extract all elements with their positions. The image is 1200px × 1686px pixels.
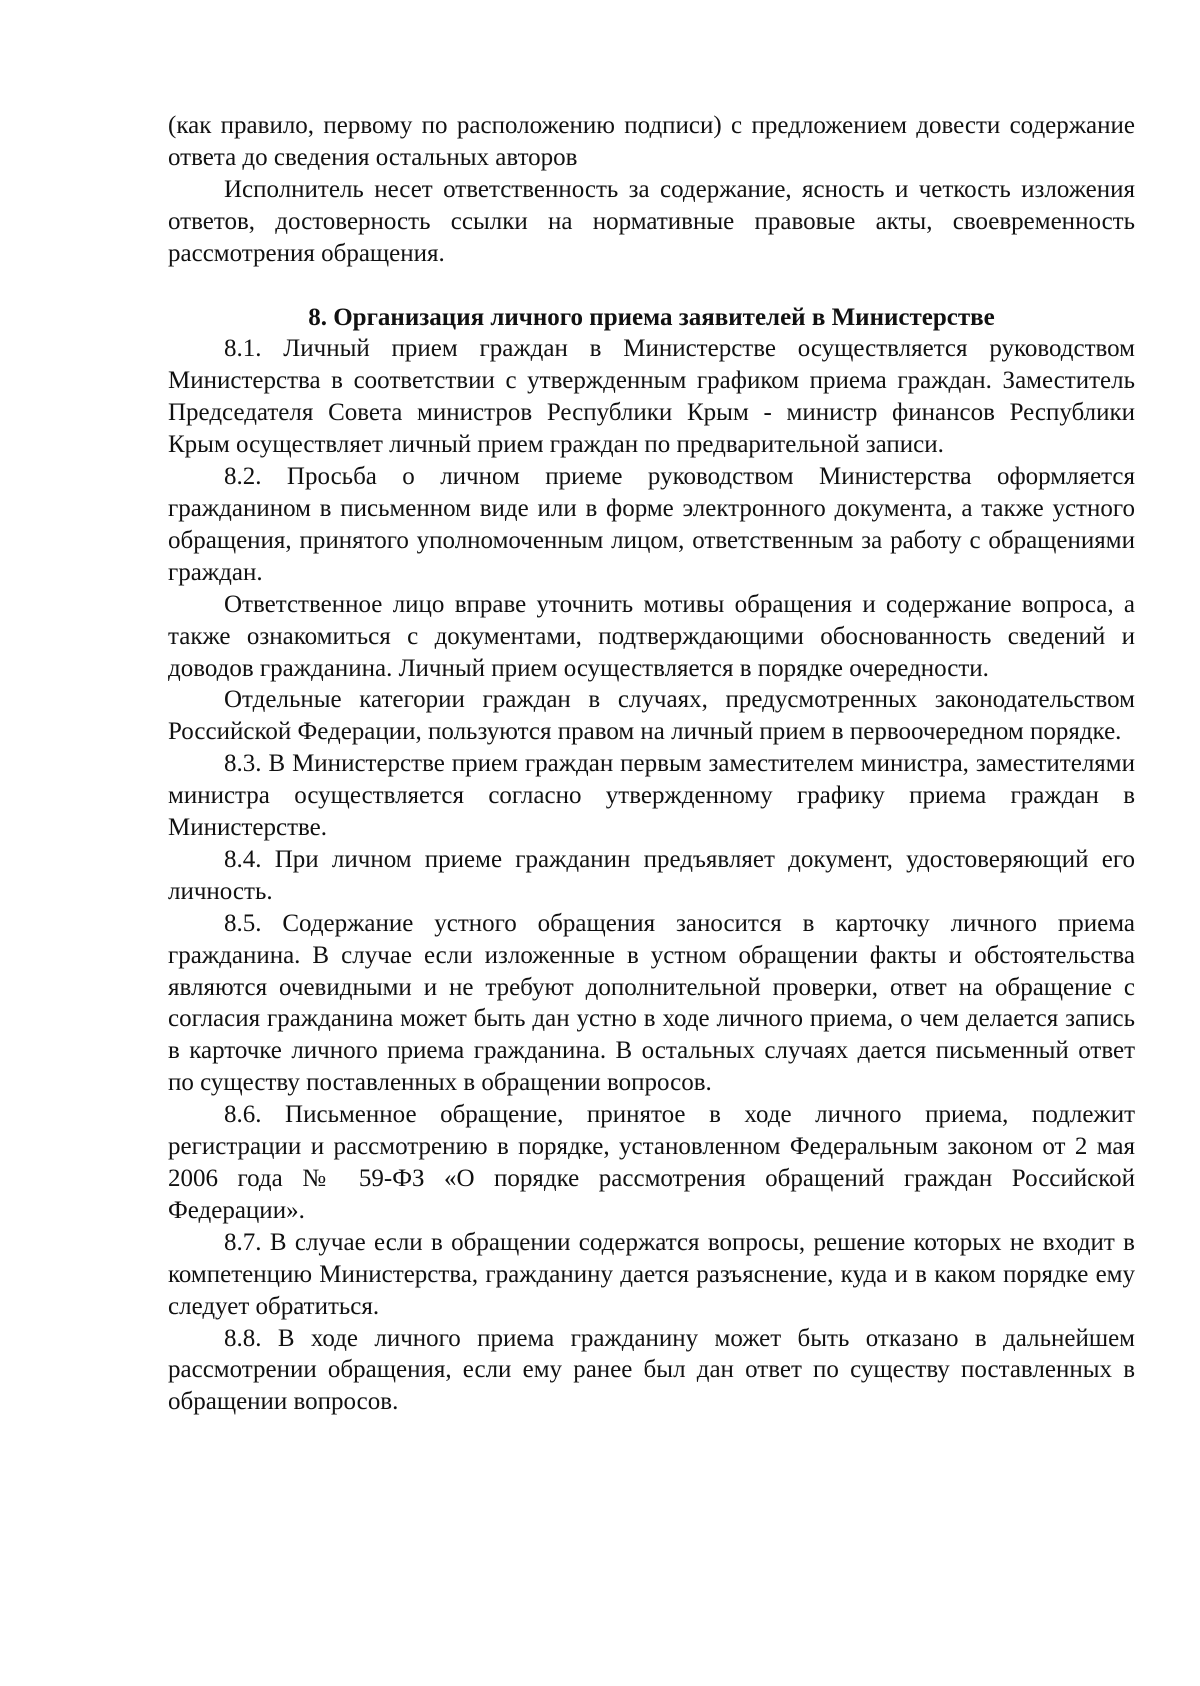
clause-8-3: 8.3. В Министерстве прием граждан первым заместителем министра, заместителями министра осуществляется согласно утвержденному графику приема граждан в Министерстве. <box>168 750 1135 842</box>
section-title: 8. Организация личного приема заявителей в Министерстве <box>308 303 995 331</box>
clause-8-6: 8.6. Письменное обращение, принятое в ходе личного приема, подлежит регистрации и рассмотрению в порядке, установленном Федеральным законом от 2 мая 2006 года № 59-ФЗ «О порядке рассмотрения обращений граждан Российской Федерации». <box>168 1101 1135 1224</box>
continuation-paragraph: (как правило, первому по расположению подписи) с предложением довести содержание ответа до сведения остальных авторов <box>168 112 1135 171</box>
clause-8-8: 8.8. В ходе личного приема гражданину может быть отказано в дальнейшем рассмотрении обращения, если ему ранее был дан ответ по существу поставленных в обращении вопросов. <box>168 1324 1135 1416</box>
clause-8-2-responsible-person: Ответственное лицо вправе уточнить мотивы обращения и содержание вопроса, а также ознакомиться с документами, подтверждающими обоснованность сведений и доводов гражданина. Личный прием осуществляется в порядке очередности. <box>168 590 1135 682</box>
clause-8-4: 8.4. При личном приеме гражданин предъявляет документ, удостоверяющий его личность. <box>168 845 1135 905</box>
clause-8-5: 8.5. Содержание устного обращения заносится в карточку личного приема гражданина. В случае если изложенные в устном обращении факты и обстоятельства являются очевидными и не требуют дополнительной проверки, ответ на обращение с согласия гражданина может быть дан устно в ходе личного приема, о чем делается запись в карточке личного приема гражданина. В остальных случаях дается письменный ответ по существу поставленных в обращении вопросов. <box>168 909 1135 1097</box>
clause-8-7: 8.7. В случае если в обращении содержатся вопросы, решение которых не входит в компетенцию Министерства, гражданину дается разъяснение, куда и в каком порядке ему следует обратиться. <box>168 1228 1135 1320</box>
clause-8-2-priority-categories: Отдельные категории граждан в случаях, предусмотренных законодательством Российской Федерации, пользуются правом на личный прием в первоочередном порядке. <box>168 686 1135 746</box>
clause-8-2: 8.2. Просьба о личном приеме руководством Министерства оформляется гражданином в письменном виде или в форме электронного документа, а также устного обращения, принятого уполномоченным лицом, ответственным за работу с обращениями граждан. <box>168 463 1135 586</box>
clause-8-1: 8.1. Личный прием граждан в Министерстве осуществляется руководством Министерства в соответствии с утвержденным графиком приема граждан. Заместитель Председателя Совета министров Республики Крым - министр финансов Республики Крым осуществляет личный прием граждан по предварительной записи. <box>168 335 1135 459</box>
document-page <box>168 110 1135 1418</box>
responsibility-paragraph: Исполнитель несет ответственность за содержание, ясность и четкость изложения ответов, достоверность ссылки на нормативные правовые акты, своевременность рассмотрения обращения. <box>168 175 1135 267</box>
